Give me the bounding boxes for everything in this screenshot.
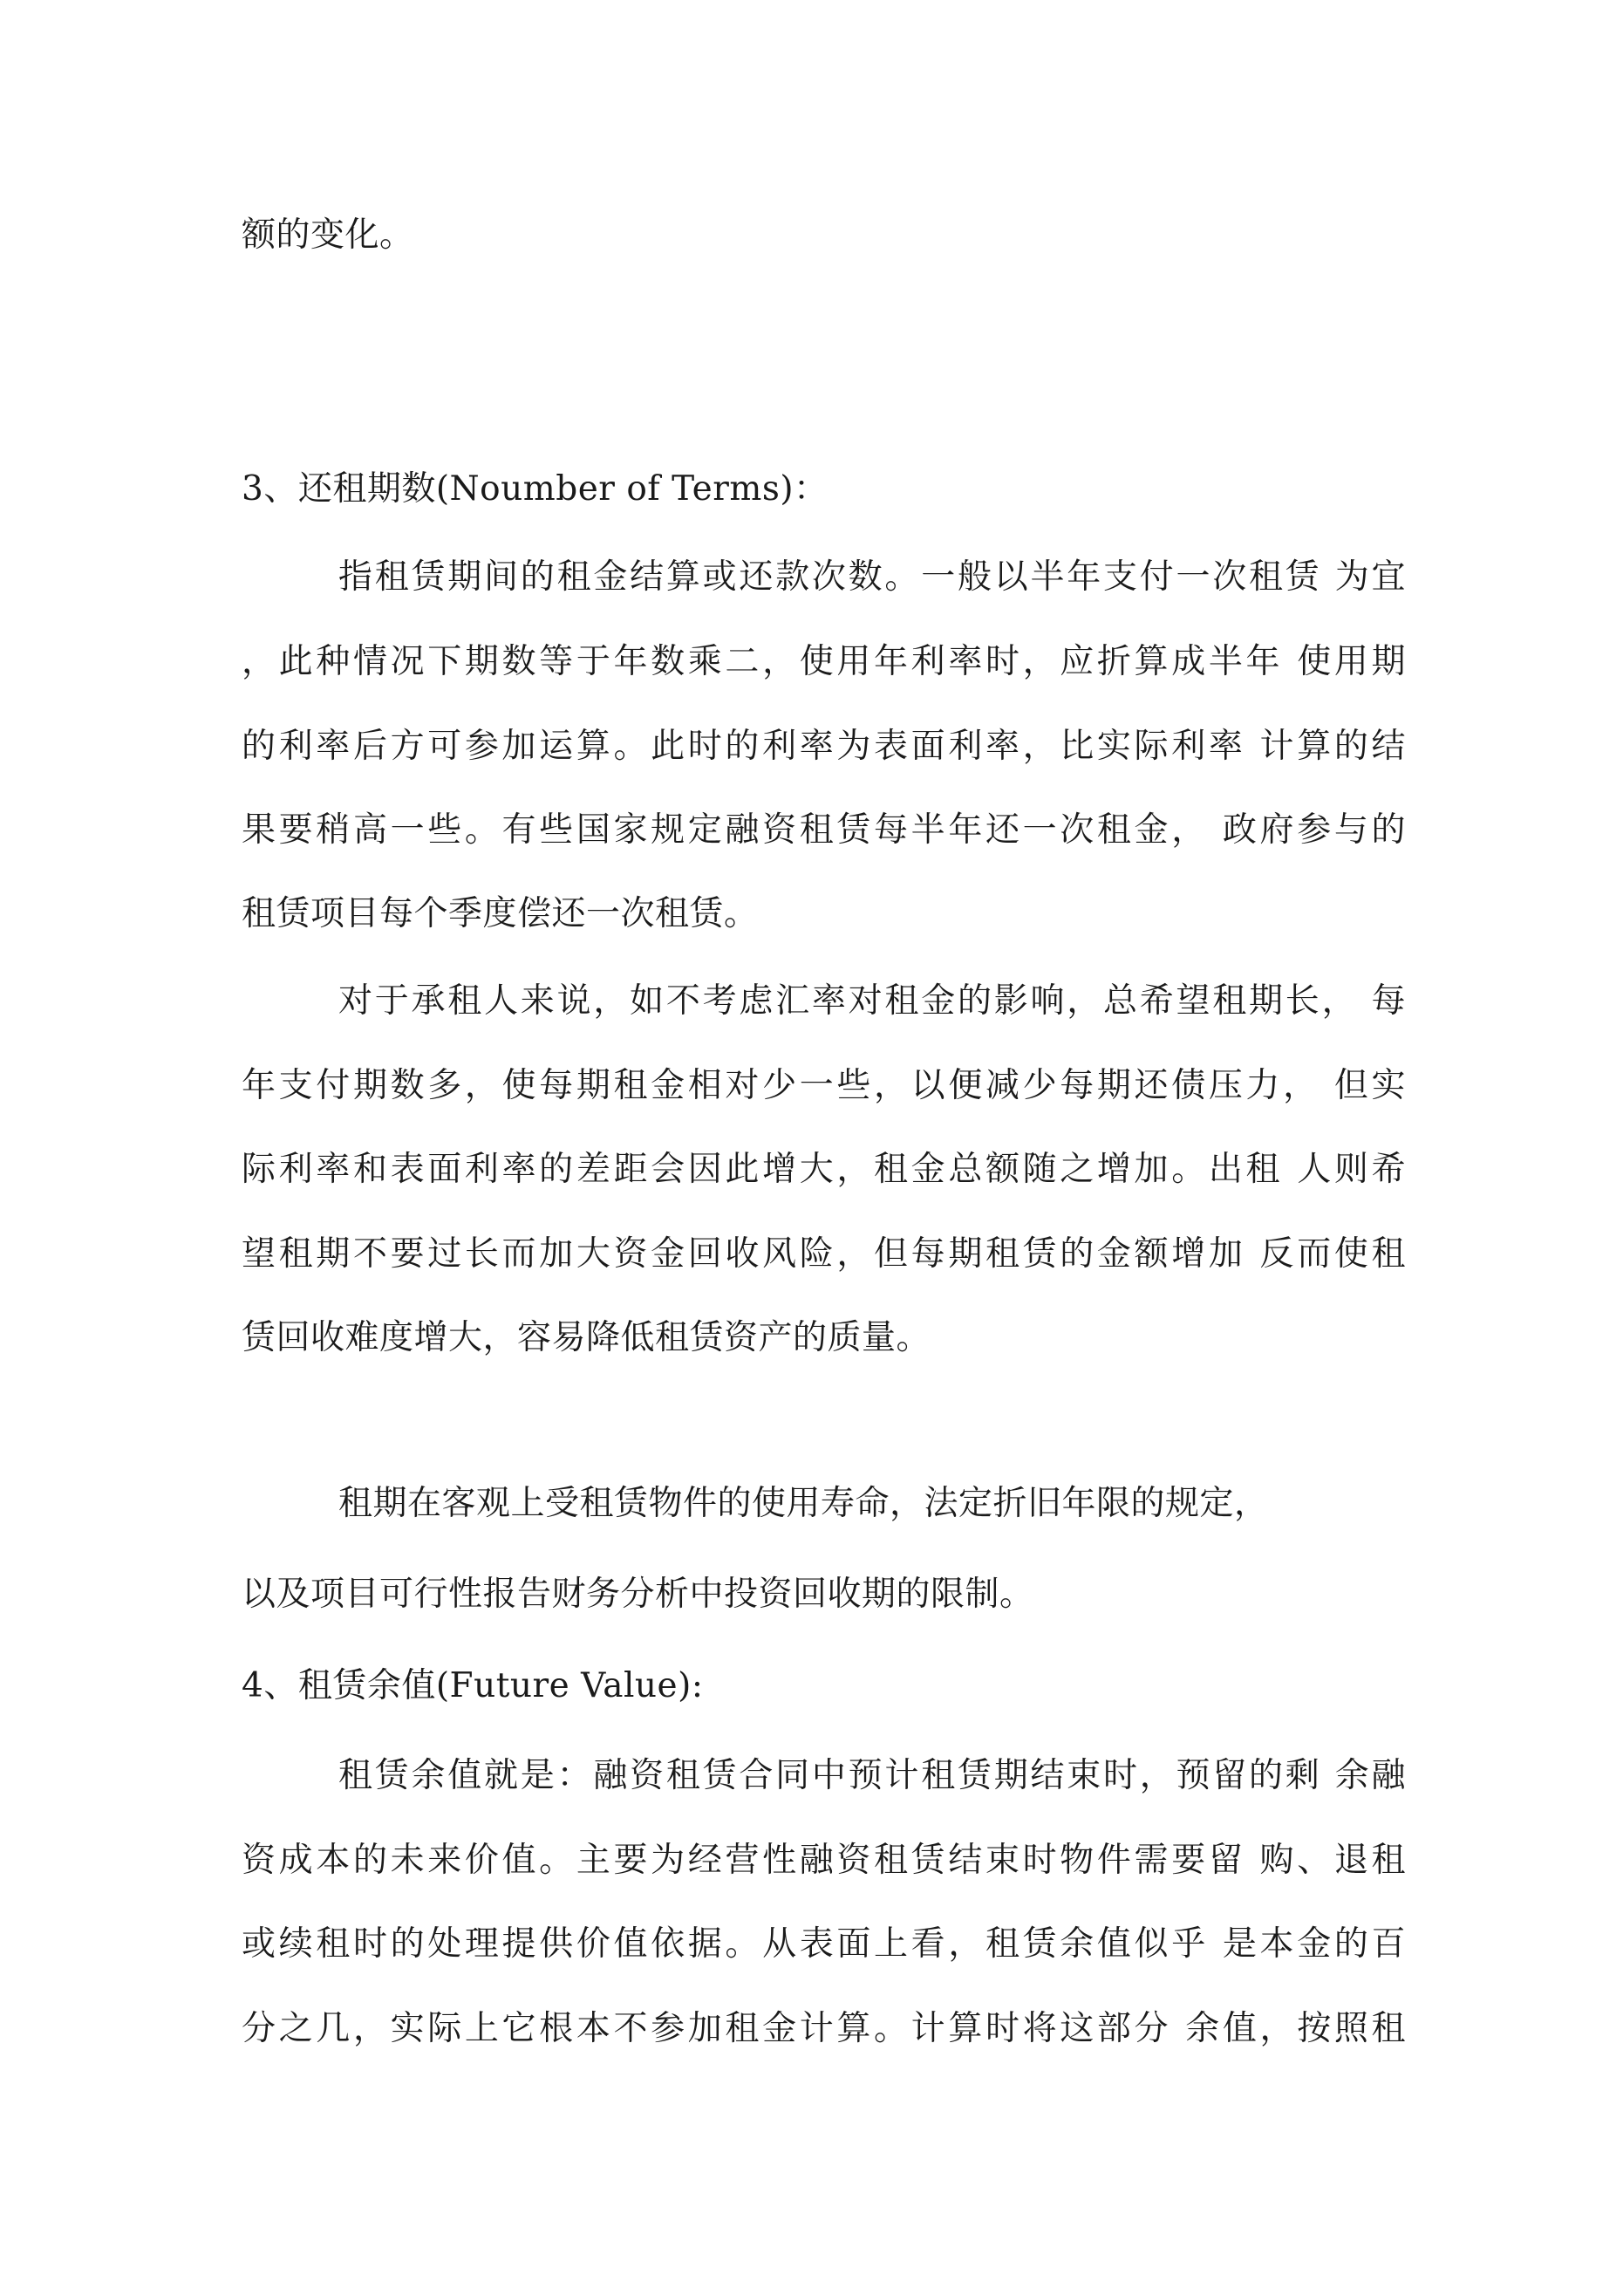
paragraph-line: 果要稍高一些。有些国家规定融资租赁每半年还一次租金， 政府参与的 bbox=[242, 810, 1406, 850]
paragraph-line: 指租赁期间的租金结算或还款次数。一般以半年支付一次租赁 为宜 bbox=[338, 557, 1406, 597]
paragraph-line: 以及项目可行性报告财务分析中投资回收期的限制。 bbox=[242, 1575, 1034, 1614]
paragraph-line: 年支付期数多，使每期租金相对少一些，以便减少每期还债压力， 但实 bbox=[242, 1066, 1406, 1105]
paragraph-line: 望租期不要过长而加大资金回收风险，但每期租赁的金额增加 反而使租 bbox=[242, 1234, 1406, 1274]
paragraph-line: 租赁项目每个季度偿还一次租赁。 bbox=[242, 894, 759, 933]
paragraph-line: 租期在客观上受租赁物件的使用寿命，法定折旧年限的规定， bbox=[338, 1484, 1269, 1523]
paragraph-line: 赁回收难度增大，容易降低租赁资产的质量。 bbox=[242, 1318, 931, 1357]
section-heading-number-of-terms: 3、还租期数(Noumber of Terms)： bbox=[242, 469, 829, 509]
section-heading-future-value: 4、租赁余值(Future Value): bbox=[242, 1666, 704, 1705]
paragraph-line: 租赁余值就是：融资租赁合同中预计租赁期结束时，预留的剩 余融 bbox=[338, 1756, 1406, 1795]
paragraph-line: 的利率后方可参加运算。此时的利率为表面利率，比实际利率 计算的结 bbox=[242, 727, 1406, 766]
paragraph-line: 分之几，实际上它根本不参加租金计算。计算时将这部分 余值，按照租 bbox=[242, 2009, 1406, 2048]
paragraph-continuation-line: 额的变化。 bbox=[242, 215, 414, 255]
paragraph-line: 对于承租人来说，如不考虑汇率对租金的影响，总希望租期长， 每 bbox=[338, 981, 1406, 1021]
paragraph-line: 或续租时的处理提供价值依据。从表面上看，租赁余值似乎 是本金的百 bbox=[242, 1924, 1406, 1964]
paragraph-line: 资成本的未来价值。主要为经营性融资租赁结束时物件需要留 购、退租 bbox=[242, 1841, 1406, 1880]
paragraph-line: 际利率和表面利率的差距会因此增大，租金总额随之增加。出租 人则希 bbox=[242, 1150, 1406, 1189]
paragraph-line: ，此种情况下期数等于年数乘二，使用年利率时，应折算成半年 使用期 bbox=[242, 642, 1406, 681]
